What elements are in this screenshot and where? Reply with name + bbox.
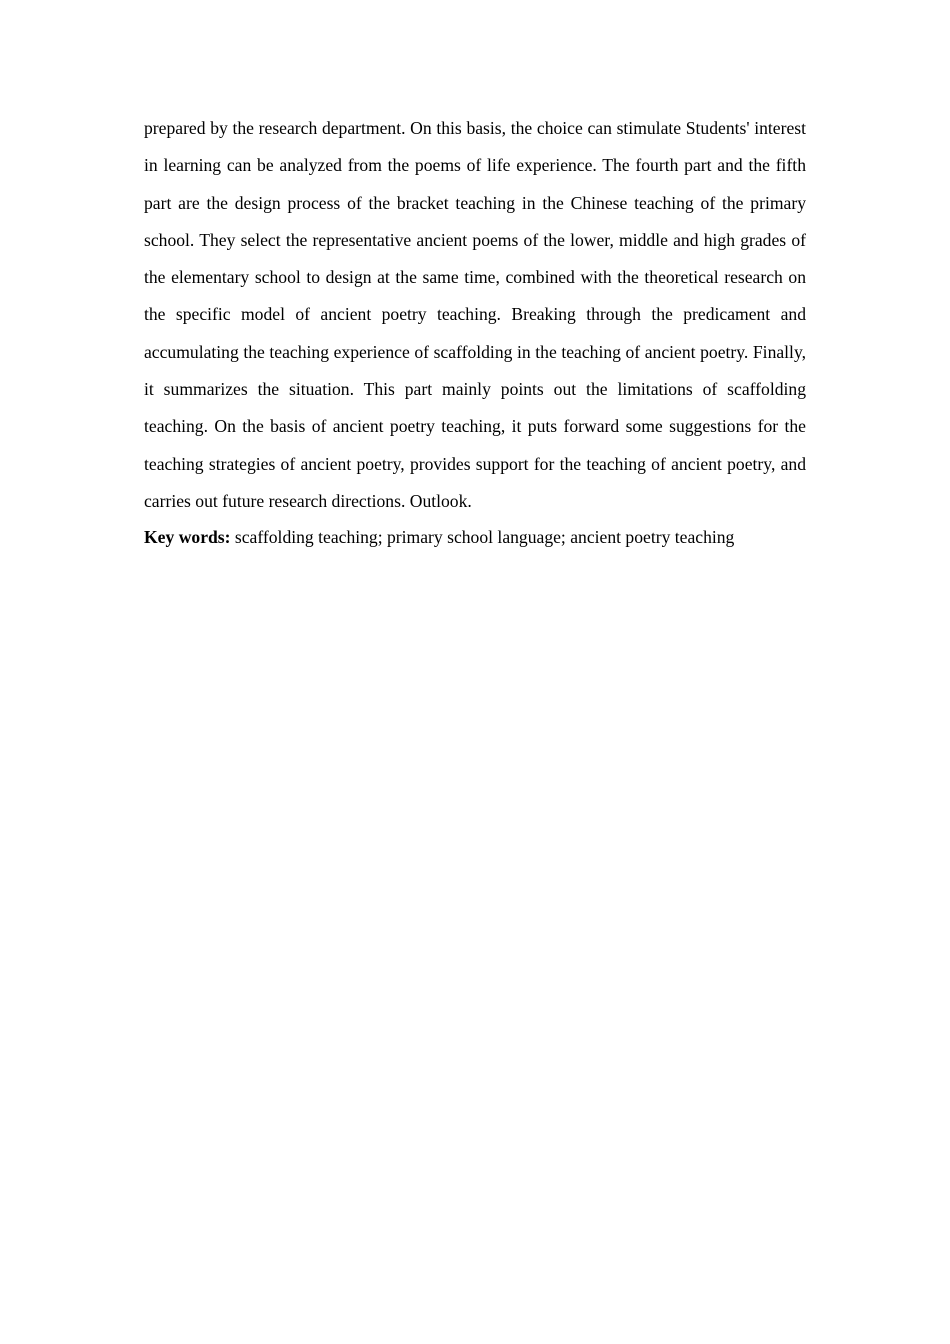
abstract-section — [144, 110, 806, 557]
abstract-paragraph: prepared by the research department. On this basis, the choice can stimulate Students' interest in learning can be analyzed from the poems of life experience. The fourth part and the fifth part are the design process of the bracket teaching in the Chinese teaching of the primary school. They select the representative ancient poems of the lower, middle and high grades of the elementary school to design at the same time, combined with the theoretical research on the specific model of ancient poetry teaching. Breaking through the predicament and accumulating the teaching experience of scaffolding in the teaching of ancient poetry. Finally, it summarizes the situation. This part mainly points out the limitations of scaffolding teaching. On the basis of ancient poetry teaching, it puts forward some suggestions for the teaching strategies of ancient poetry, provides support for the teaching of ancient poetry, and carries out future research directions. Outlook. — [144, 118, 806, 511]
keywords-label: Key words: — [144, 527, 231, 548]
keywords-line — [144, 519, 806, 556]
keywords-text: scaffolding teaching; primary school language; ancient poetry teaching — [230, 527, 735, 548]
